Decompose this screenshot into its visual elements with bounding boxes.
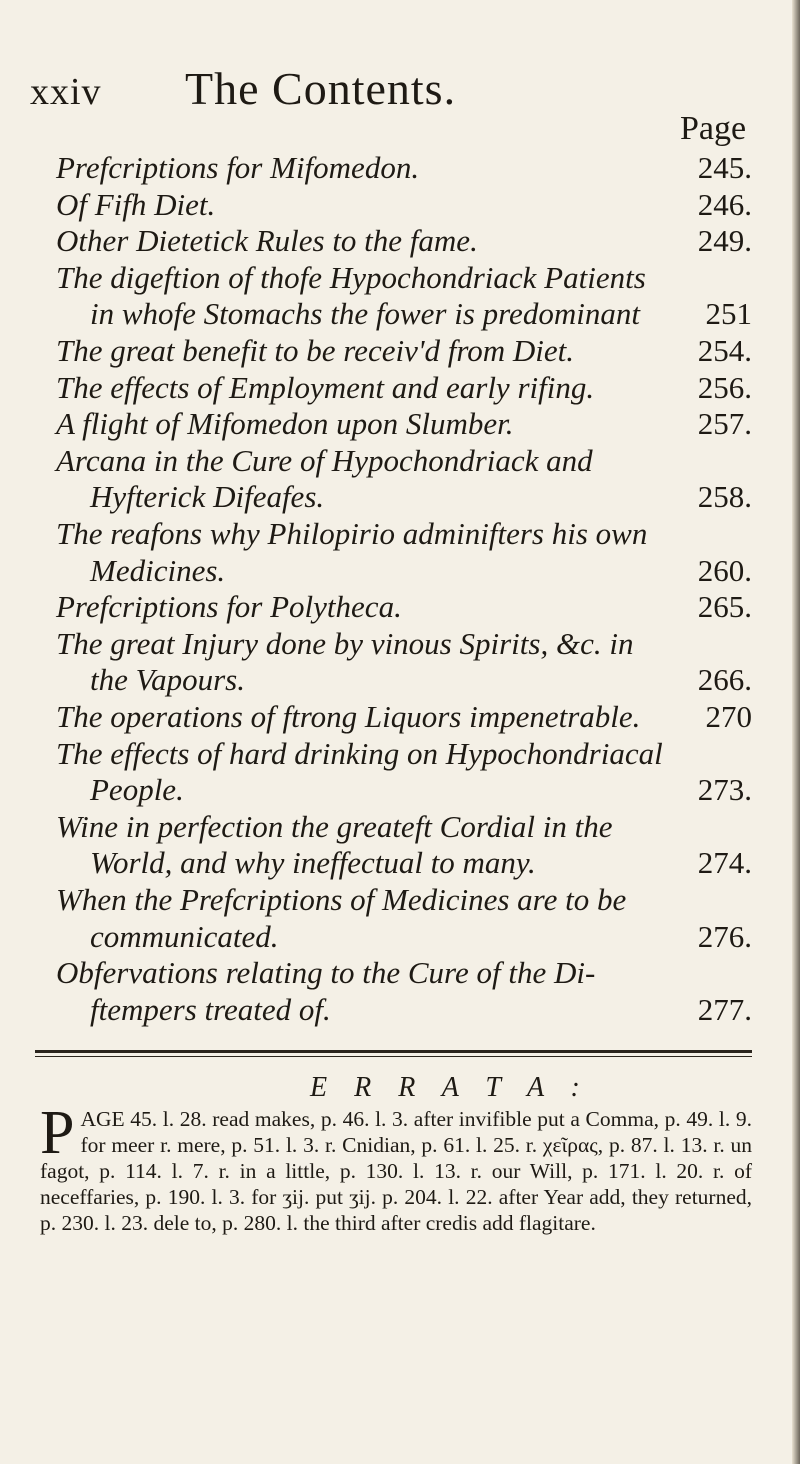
entry-page-number: 276. xyxy=(697,918,752,954)
contents-entry xyxy=(56,150,752,186)
contents-entry xyxy=(90,296,752,332)
contents-entry xyxy=(90,845,752,881)
entry-page-number: 260. xyxy=(697,552,752,588)
contents-entry xyxy=(56,882,752,918)
entry-text: Medicines. xyxy=(90,552,226,588)
contents-entry xyxy=(56,516,752,552)
entry-page-number: 273. xyxy=(697,772,752,808)
entry-text: People. xyxy=(90,772,184,808)
entry-text: The great Injury done by vinous Spirits, &c. in xyxy=(56,625,634,661)
entry-text: When the Prefcriptions of Medicines are to be xyxy=(56,882,627,917)
entry-text: Prefcriptions for Mifomedon. xyxy=(56,150,420,185)
entry-text: communicated. xyxy=(90,918,279,954)
contents-entry xyxy=(56,626,752,662)
folio-number: xxiv xyxy=(30,71,102,113)
contents-entry xyxy=(56,260,752,296)
entry-text: The effects of Employment and early rifing. xyxy=(56,369,595,405)
entry-text: World, and why ineffectual to many. xyxy=(90,845,536,881)
entry-page-number: 254. xyxy=(697,333,752,368)
entry-text: ftempers treated of. xyxy=(90,991,331,1027)
contents-entry xyxy=(56,443,752,479)
divider-rule-thin xyxy=(35,1056,752,1057)
entry-page-number: 245. xyxy=(697,150,752,185)
contents-entry xyxy=(90,919,752,955)
page-header xyxy=(30,62,750,112)
contents-entry xyxy=(90,479,752,515)
entry-text: A flight of Mifomedon upon Slumber. xyxy=(56,406,514,442)
entry-page-number: 257. xyxy=(697,406,752,442)
contents-entry xyxy=(56,809,752,845)
entry-page-number: 266. xyxy=(697,662,752,698)
contents-entry xyxy=(56,699,752,735)
entry-text: Arcana in the Cure of Hypochondriack and xyxy=(56,442,593,478)
running-title: The Contents. xyxy=(185,63,457,114)
entry-text: Obfervations relating to the Cure of the Di- xyxy=(56,955,596,991)
entry-text: Other Dietetick Rules to the fame. xyxy=(56,223,478,259)
entry-text: The reafons why Philopirio adminifters his own xyxy=(56,516,648,551)
entry-page-number: 246. xyxy=(697,186,752,222)
entry-text: The effects of hard drinking on Hypochondriacal xyxy=(56,735,663,771)
entry-page-number: 258. xyxy=(697,479,752,515)
entry-page-number: 277. xyxy=(697,991,752,1027)
contents-entry xyxy=(56,955,752,991)
contents-entry xyxy=(56,223,752,259)
entry-text: The digeftion of thofe Hypochondriack Patients xyxy=(56,259,646,295)
entry-page-number: 251 xyxy=(705,296,752,332)
page-column-label: Page xyxy=(680,110,747,147)
entry-page-number: 265. xyxy=(697,589,752,625)
entry-text: The great benefit to be receiv'd from Diet. xyxy=(56,333,574,368)
page-edge-shadow xyxy=(792,0,800,1464)
errata-dropcap: P xyxy=(40,1099,75,1167)
divider-rule xyxy=(35,1050,752,1053)
entry-text: the Vapours. xyxy=(90,662,245,698)
contents-entry xyxy=(56,187,752,223)
entry-page-number: 270 xyxy=(705,699,752,734)
contents-entry xyxy=(56,589,752,625)
entry-page-number: 249. xyxy=(697,223,752,259)
entry-text: The operations of ftrong Liquors impenetrable. xyxy=(56,699,641,734)
contents-entry xyxy=(90,553,752,589)
errata-text: AGE 45. l. 28. read makes, p. 46. l. 3. after invifible put a Comma, p. 49. l. 9. for meer r. mere, p. 51. l. 3. r. Cnidian, p. 61. l. 25. r. χεῖρας, p. 87. l. 13. r. un fagot, p. 114. l. 7. r. in a little, p. 130. l. 13. r. our Will, p. 171. l. 20. r. of neceffaries, p. 190. l. 3. for ʒij. put ʒij. p. 204. l. 22. after Year add, they returned, p. 230. l. 23. dele to, p. 280. l. the third after credis add flagitare. xyxy=(40,1107,752,1235)
contents-entry xyxy=(56,736,752,772)
contents-entry xyxy=(90,992,752,1028)
contents-entry xyxy=(56,333,752,369)
entry-text: Of Fifh Diet. xyxy=(56,186,216,222)
contents-entry xyxy=(90,662,752,698)
entry-text: in whofe Stomachs the fower is predominant xyxy=(90,296,640,332)
errata-paragraph xyxy=(40,1099,752,1236)
contents-entry xyxy=(90,772,752,808)
entry-page-number: 256. xyxy=(697,369,752,405)
entry-text: Wine in perfection the greateft Cordial in the xyxy=(56,808,613,844)
contents-entry xyxy=(56,370,752,406)
contents-entry xyxy=(56,406,752,442)
entry-text: Prefcriptions for Polytheca. xyxy=(56,589,402,625)
errata-title: E R R A T A : xyxy=(310,1072,590,1103)
entry-page-number: 274. xyxy=(697,845,752,881)
entry-text: Hyfterick Difeafes. xyxy=(90,479,325,515)
